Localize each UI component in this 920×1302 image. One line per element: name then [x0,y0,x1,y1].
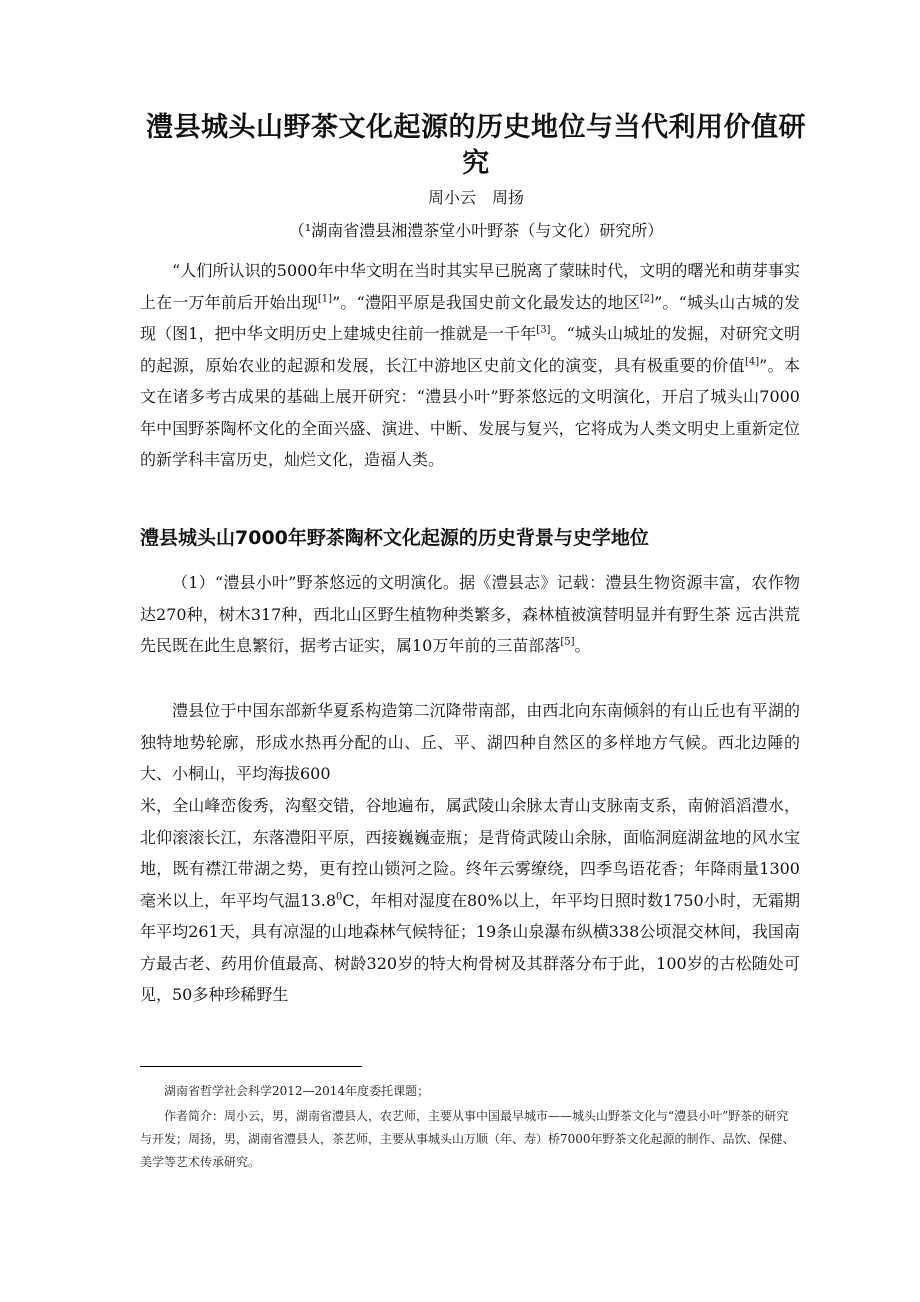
paragraph-1-text: （1）“澧县小叶”野茶悠远的文明演化。据《澧县志》记载：澧县生物资源丰富，农作物达270种，树木317种，西北山区野生植物种类繁多，森林植被演替明显并有野生茶 远古洪荒先民既在此生息繁衍，据考古证实，属10万年前的三苗部落 [140,573,800,655]
footnote-funding: 湖南省哲学社会科学2012—2014年度委托课题； [164,1084,430,1098]
citation-5: [5] [560,636,575,648]
paragraph-2-text-a: 米，全山峰峦俊秀，沟壑交错，谷地遍布，属武陵山余脉太青山支脉南支系，南俯滔滔澧水，北仰滚滚长江，东落澧阳平原，西接巍巍壶瓶；是背倚武陵山余脉，面临洞庭湖盆地的风水宝地，既有襟江带湖之势，更有控山锁河之险。终年云雾缭绕，四季鸟语花香；年降雨量1300毫米以上，年平均气温13.8 [140,796,800,910]
degree-mark: 0 [336,891,343,903]
author-list: 周小云 周扬 [427,188,524,207]
section-paragraph-1 [140,567,800,662]
intro-sentence-2: ”。“澧阳平原是我国史前文化最发达的地区 [332,292,640,312]
section-heading: 澧县城头山7000年野茶陶杯文化起源的历史背景与史学地位 [140,527,649,549]
footnote-author-bio: 作者简介：周小云，男，湖南省澧县人，农艺师，主要从事中国最早城市——城头山野茶文化与“澧县小叶”野茶的研究与开发；周扬，男，湖南省澧县人，茶艺师，主要从事城头山万顺（年、寿）桥7000年野茶文化起源的制作、品饮、保健、美学等艺术传承研究。 [140,1109,795,1169]
citation-1: [1] [317,293,333,305]
paper-title: 澧县城头山野茶文化起源的历史地位与当代利用价值研究 [146,112,806,179]
intro-sentence-4: 。“城头山城址的发掘，对研究文明的起源，原始农业的起源和发展，长江中游地区史前文化的演变，具有极重要的价值 [140,324,800,375]
intro-sentence-5: ”。本文在诸多考古成果的基础上展开研究：“澧县小叶”野茶悠远的文明演化，开启了城头山7000年中国野茶陶杯文化的全面兴盛、演进、中断、发展与复兴，它将成为人类文明史上重新定位的新学科丰富历史，灿烂文化，造福人类。 [140,355,800,469]
citation-3: [3] [536,324,551,336]
citation-2: [2] [639,293,655,305]
footnote-divider [140,1066,362,1067]
intro-sentence-3: ”。“城头山古城的发现（图1，把中华文明历史上建城史往前一推就是一千年 [140,292,800,343]
paragraph-2-text-b: C，年相对湿度在80%以上，年平均日照时数1750小时，无霜期年平均261天，具有凉湿的山地森林气候特征；19条山泉瀑布纵横338公顷混交林间，我国南方最古老、药用价值最高、树龄320岁的特大枸骨树及其群落分布于此，100岁的古松随处可见，50多种珍稀野生 [140,890,800,1004]
intro-paragraph [140,255,800,476]
section-paragraph-2-continued [140,790,800,1011]
section-paragraph-2: 澧县位于中国东部新华夏系构造第二沉降带南部，由西北向东南倾斜的有山丘也有平湖的独特地势轮廓，形成水热再分配的山、丘、平、湖四种自然区的多样地方气候。西北边陲的大、小桐山，平均海拔600 [140,701,800,783]
intro-sentence-1: “人们所认识的5000年中华文明在当时其实早已脱离了蒙昧时代，文明的曙光和萌芽事实上在一万年前后开始出现 [140,261,800,312]
author-affiliation: （¹湖南省澧县湘澧茶堂小叶野茶（与文化）研究所） [288,221,664,240]
paragraph-1-end: 。 [574,636,591,655]
citation-4: [4] [744,356,760,368]
